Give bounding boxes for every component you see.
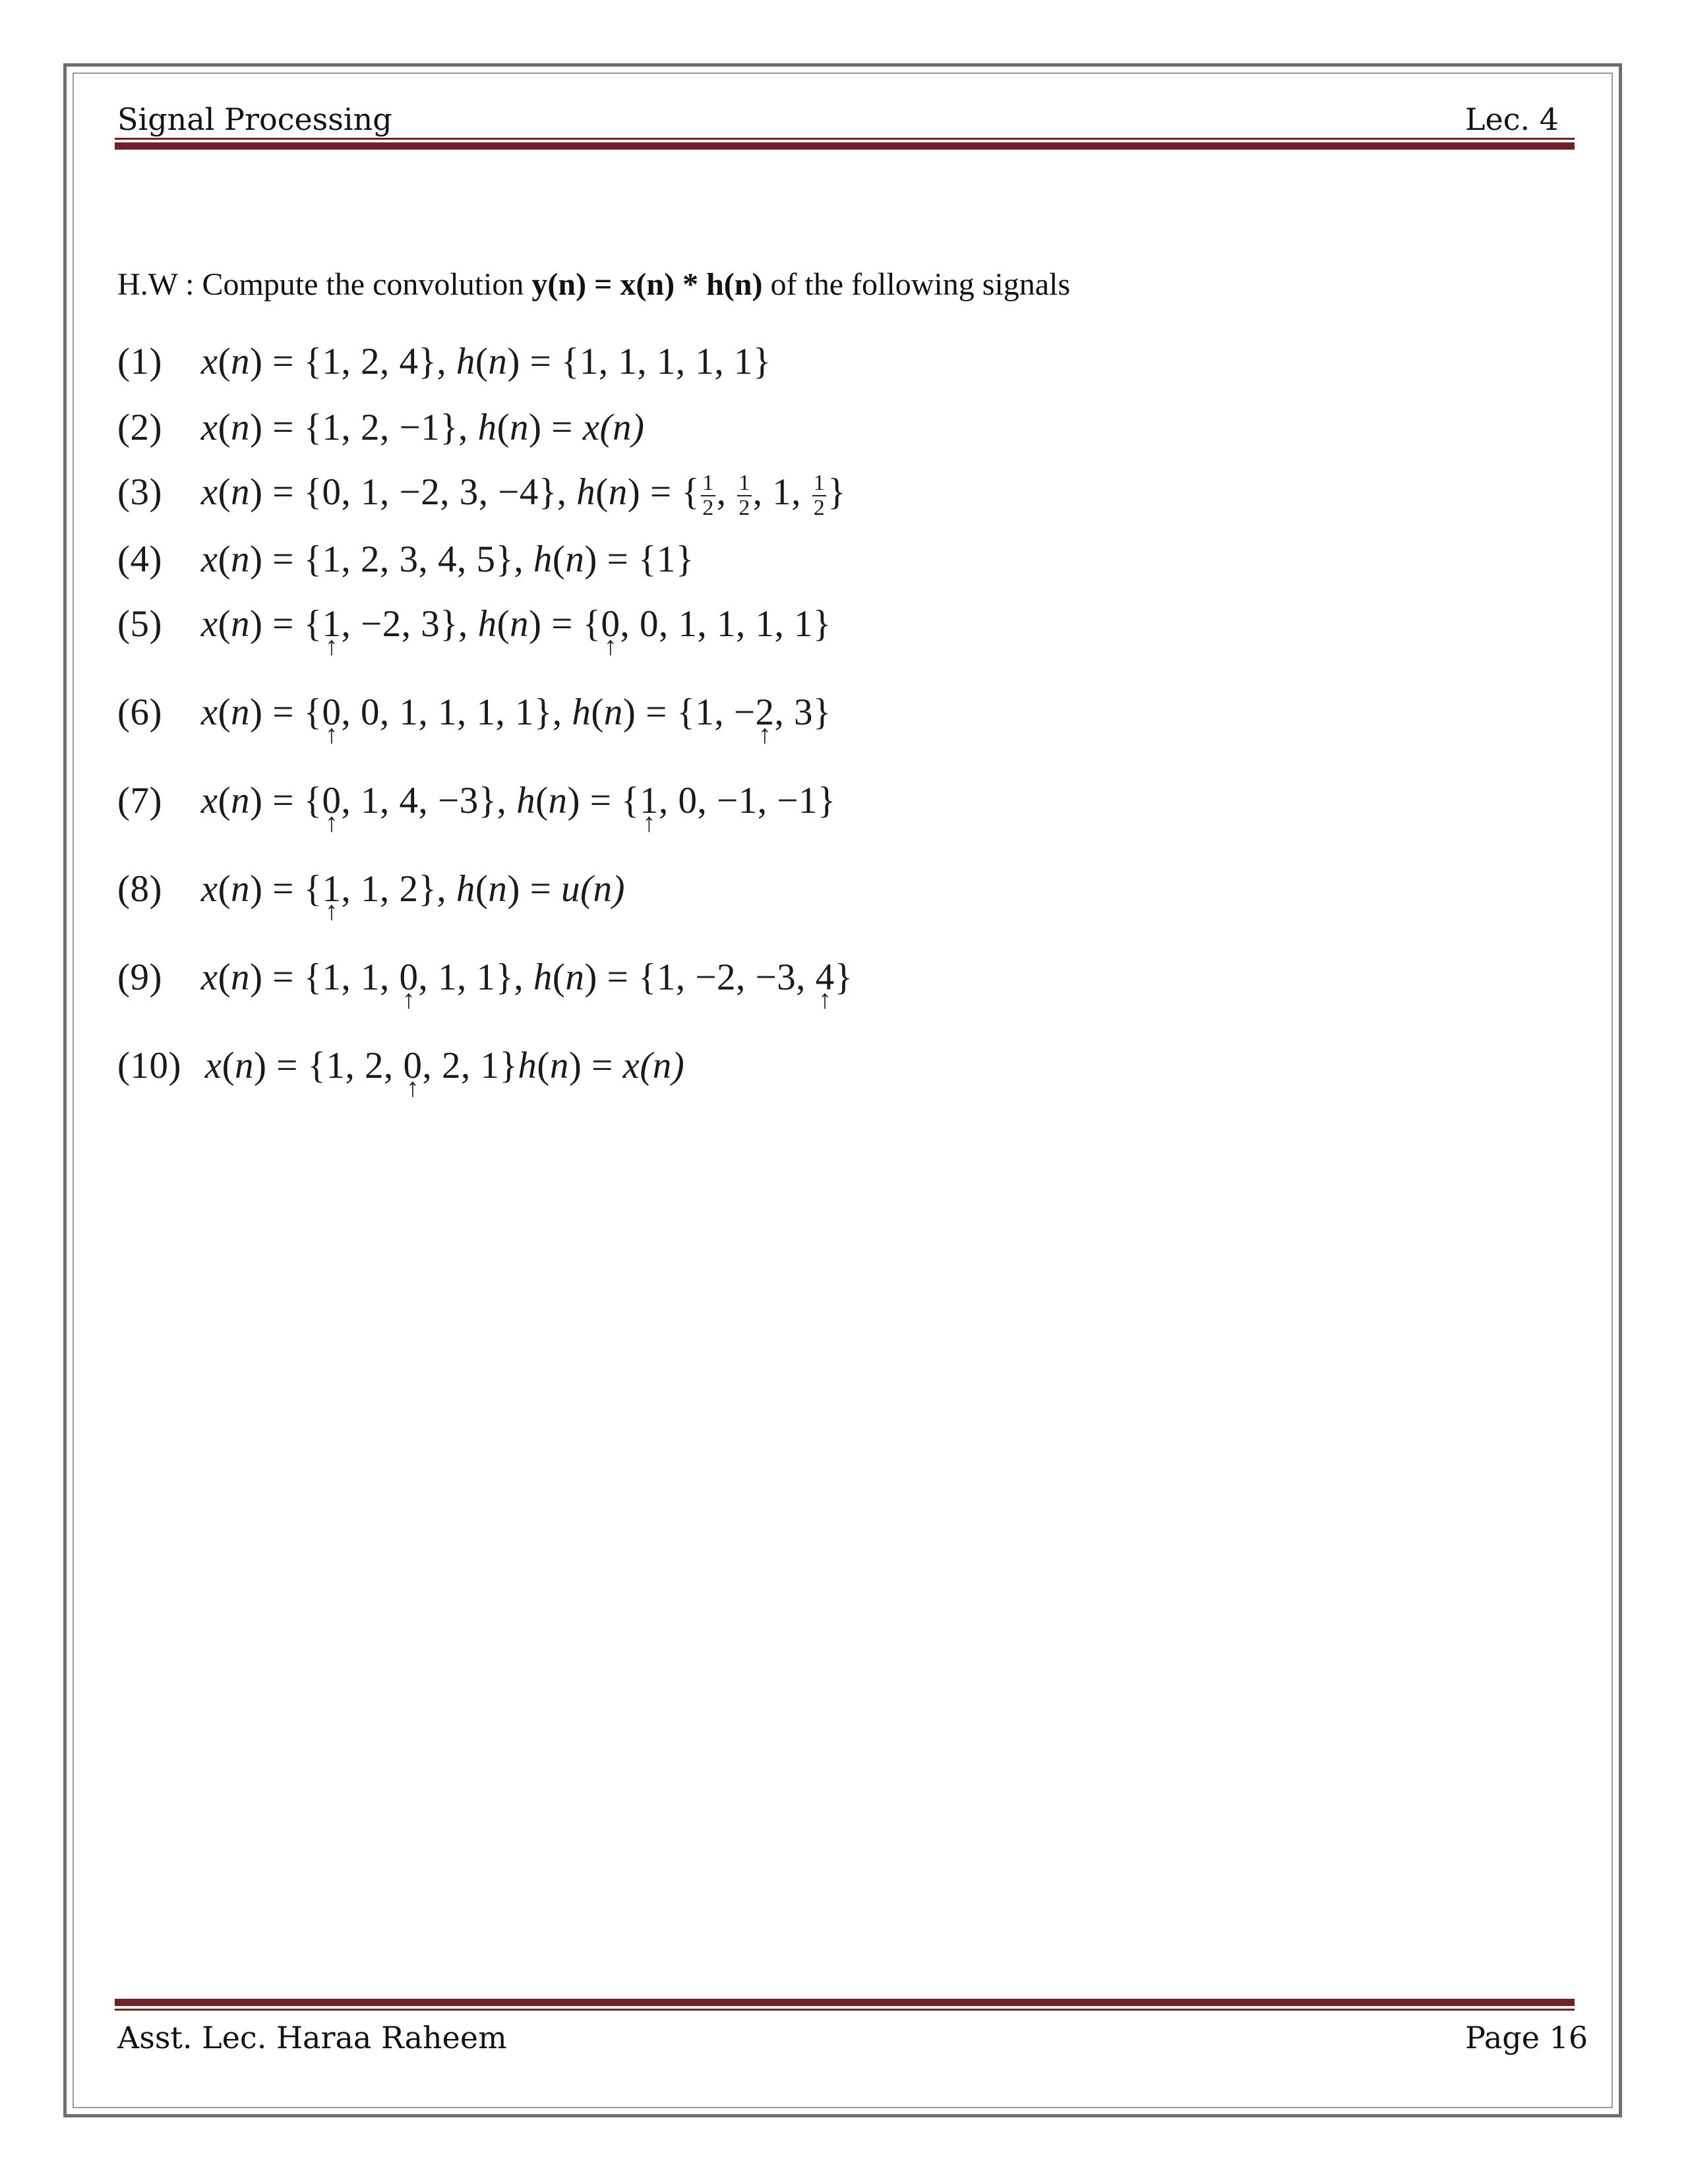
h-sequence: u(n) [561, 868, 625, 910]
header-rule-thin [115, 138, 1575, 140]
problem-number: (2) [117, 407, 162, 448]
footer-rule-thick [115, 1999, 1575, 2006]
origin-arrow-marker: 1 ↑ [322, 603, 342, 645]
origin-arrow-marker: 0 ↑ [404, 1044, 423, 1087]
fraction-half: $\frac{1}{2}$ [738, 471, 750, 520]
problem-number: (4) [117, 539, 162, 580]
problem-4: (4) x(n) = {1, 2, 3, 4, 5}, h(n) = {1} [117, 539, 694, 580]
instruction-suffix: of the following signals [762, 267, 1071, 302]
h-sequence: {1, 1, 1, 1, 1} [561, 341, 771, 382]
origin-arrow-marker: 0 ↑ [322, 691, 342, 734]
problem-5: (5) x(n) = {1 ↑, −2, 3}, h(n) = {0 ↑, 0, 1, 1, 1, 1} [117, 603, 831, 645]
problem-3: (3) x(n) = {0, 1, −2, 3, −4}, h(n) = { $\frac{1}{2}$ , $\frac{1}{2}$ , 1, $\frac{1}{2}$ } [117, 471, 847, 520]
problem-7: (7) x(n) = {0 ↑, 1, 4, −3}, h(n) = {1 ↑, 0, −1, −1} [117, 779, 836, 822]
origin-arrow-marker: 2 ↑ [756, 691, 775, 734]
problem-number: (7) [117, 780, 162, 821]
problem-9: (9) x(n) = {1, 1, 0 ↑, 1, 1}, h(n) = {1, −2, −3, 4 ↑} [117, 956, 853, 999]
problem-number: (10) [117, 1045, 181, 1086]
origin-arrow-marker: 0 ↑ [322, 779, 342, 822]
origin-arrow-marker: 0 ↑ [601, 603, 620, 645]
problem-number: (9) [117, 957, 162, 998]
footer-page-number: Page 16 [1465, 2020, 1588, 2055]
origin-arrow-marker: 1 ↑ [640, 779, 659, 822]
fraction-half: $\frac{1}{2}$ [702, 471, 714, 520]
problem-6: (6) x(n) = {0 ↑, 0, 1, 1, 1, 1}, h(n) = {1, −2 ↑, 3} [117, 691, 831, 734]
x-sequence: {1, 2, 3, 4, 5} [303, 539, 514, 580]
header-lecture: Lec. 4 [1465, 102, 1559, 137]
origin-arrow-marker: 0 ↑ [400, 956, 419, 999]
fraction-half: $\frac{1}{2}$ [813, 471, 826, 520]
convolution-equation: y(n) = x(n) * h(n) [531, 267, 763, 302]
x-sequence: {0, 1, −2, 3, −4} [303, 471, 557, 513]
footer-author: Asst. Lec. Haraa Raheem [117, 2020, 507, 2055]
problem-1: (1) x(n) = {1, 2, 4}, h(n) = {1, 1, 1, 1, 1} [117, 341, 771, 382]
problem-number: (6) [117, 692, 162, 733]
problem-10: (10) x(n) = {1, 2, 0 ↑, 2, 1}h(n) = x(n) [117, 1044, 684, 1087]
header-title: Signal Processing [117, 102, 392, 137]
h-sequence: x(n) [622, 1045, 685, 1086]
x-sequence: {1, 2, −1} [303, 407, 459, 448]
problem-8: (8) x(n) = {1 ↑, 1, 2}, h(n) = u(n) [117, 868, 625, 910]
origin-arrow-marker: 4 ↑ [816, 956, 835, 999]
header-rule-thick [115, 142, 1575, 150]
instruction-prefix: H.W : Compute the convolution [117, 267, 532, 302]
origin-arrow-marker: 1 ↑ [322, 868, 342, 910]
problem-number: (1) [117, 341, 162, 382]
footer-rule-thin [115, 2009, 1575, 2011]
x-sequence: {1, 2, 4} [303, 341, 437, 382]
h-sequence: x(n) [582, 407, 645, 448]
problem-number: (3) [117, 471, 162, 513]
problem-2: (2) x(n) = {1, 2, −1}, h(n) = x(n) [117, 407, 645, 448]
problem-number: (8) [117, 868, 162, 910]
h-sequence: {1} [638, 539, 694, 580]
problem-number: (5) [117, 603, 162, 645]
homework-instruction [117, 266, 1070, 303]
